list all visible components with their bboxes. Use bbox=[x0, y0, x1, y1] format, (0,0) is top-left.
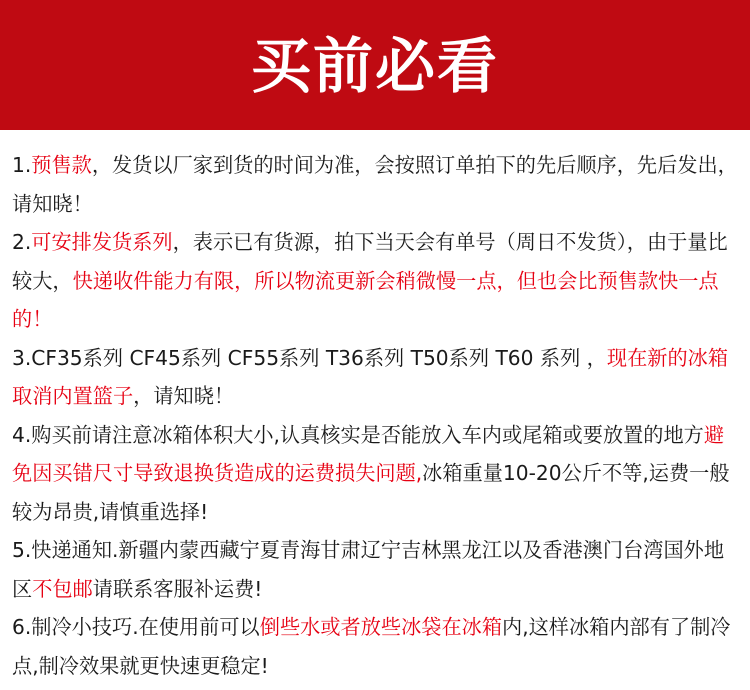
notice-text: ，请知晓！ bbox=[133, 384, 235, 408]
notice-text: 冰箱重量10-20公斤不等,运费一般较为昂贵,请慎重选择! bbox=[12, 461, 730, 524]
highlighted-text: 可安排发货系列 bbox=[31, 230, 173, 254]
page-title: 买前必看 bbox=[251, 32, 499, 102]
highlighted-text: 预售款 bbox=[31, 153, 92, 177]
notice-text: 内,这样冰箱内部有了制冷点,制冷效果就更快速更稳定! bbox=[12, 615, 731, 678]
notice-text: 1. bbox=[12, 153, 32, 177]
notice-text: 4.购买前请注意冰箱体积大小,认真核实是否能放入车内或尾箱或要放置的地方 bbox=[12, 422, 704, 447]
notice-text: 请联系客服补运费! bbox=[92, 576, 263, 601]
notice-text: 2. bbox=[12, 230, 32, 254]
notice-item-3 bbox=[12, 339, 740, 416]
header-banner bbox=[0, 0, 750, 130]
highlighted-text: 现在新的冰箱取消内置篮子 bbox=[12, 345, 729, 408]
highlighted-text: 避免因买错尺寸导致退换货造成的运费损失问题, bbox=[12, 422, 725, 485]
highlighted-text: 倒些水或者放些冰袋在冰箱 bbox=[259, 615, 503, 639]
highlighted-text: 快递收件能力有限，所以物流更新会稍微慢一点，但也会比预售款快一点的！ bbox=[12, 268, 719, 331]
notice-item-2 bbox=[12, 223, 740, 339]
notice-item-5 bbox=[12, 531, 740, 608]
notice-list bbox=[0, 130, 750, 685]
highlighted-text: 不包邮 bbox=[32, 576, 93, 601]
notice-text: 5.快递通知.新疆内蒙西藏宁夏青海甘肃辽宁吉林黑龙江以及香港澳门台湾国外地区 bbox=[12, 538, 725, 601]
notice-item-1 bbox=[12, 146, 740, 223]
notice-item-6 bbox=[12, 608, 740, 685]
notice-text: ，表示已有货源，拍下当天会有单号（周日不发货），由于量比较大， bbox=[12, 230, 728, 293]
notice-text: 3.CF35系列 CF45系列 CF55系列 T36系列 T50系列 T60 系列 ， bbox=[12, 345, 607, 370]
notice-text: ，发货以厂家到货的时间为准，会按照订单拍下的先后顺序，先后发出，请知晓！ bbox=[12, 153, 738, 216]
notice-text: 6.制冷小技巧.在使用前可以 bbox=[12, 615, 260, 639]
notice-item-4 bbox=[12, 416, 740, 532]
